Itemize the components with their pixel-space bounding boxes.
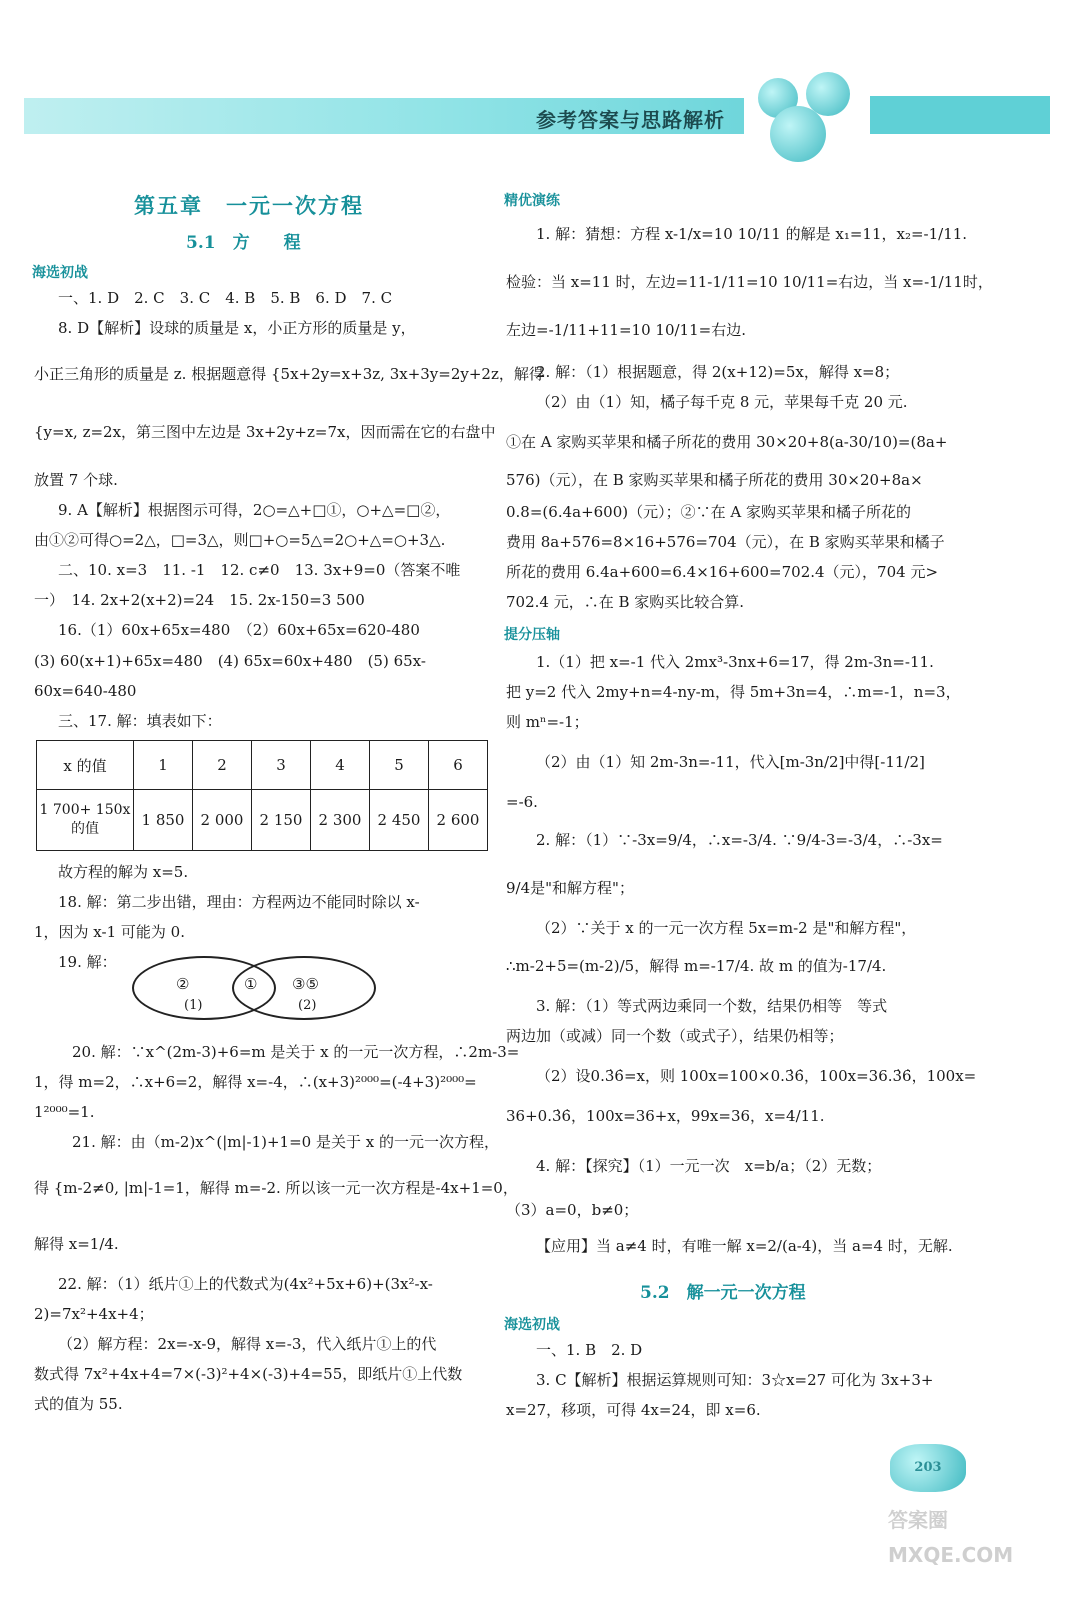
- table-cell: 3: [252, 741, 311, 790]
- right-line: 9/4是"和解方程"；: [506, 879, 634, 897]
- left-line: 19. 解：: [58, 953, 117, 971]
- right-line: 一、1. B 2. D: [536, 1341, 643, 1359]
- right-line: =-6.: [506, 793, 538, 811]
- table-row: [37, 790, 488, 851]
- header-title: 参考答案与思路解析: [536, 108, 725, 132]
- right-line: 36+0.3̇6̇，100x=36+x，99x=36，x=4/11.: [506, 1107, 825, 1125]
- left-line: 式的值为 55.: [34, 1395, 123, 1413]
- chapter-title: 第五章 一元一次方程: [134, 193, 364, 218]
- right-line: 左边=-1/11+11=10 10/11=右边.: [506, 321, 746, 339]
- section-title-5-1: 5.1 方 程: [186, 233, 301, 253]
- right-line: （2）由（1）知 2m-3n=-11，代入[m-3n/2]中得[-11/2]: [536, 753, 925, 771]
- venn-label: ①: [244, 975, 258, 993]
- table-cell: 4: [311, 741, 370, 790]
- header-accent-box: [870, 96, 1050, 134]
- left-line: 放置 7 个球.: [34, 471, 118, 489]
- right-line: 所花的费用 6.4a+600=6.4×16+600=702.4（元），704 元>: [506, 563, 939, 581]
- left-line: 1²⁰⁰⁰=1.: [34, 1103, 95, 1121]
- right-line: ①在 A 家购买苹果和橘子所花的费用 30×20+8(a-30/10)=(8a+: [506, 433, 948, 451]
- left-line: 21. 解：由（m-2)x^(|m|-1)+1=0 是关于 x 的一元一次方程，: [72, 1133, 499, 1151]
- left-line: 22. 解：（1）纸片①上的代数式为(4x²+5x+6)+(3x²-x-: [58, 1275, 433, 1293]
- right-line: 4. 解：【探究】（1）一元一次 x=b/a；（2）无数；: [536, 1157, 882, 1175]
- left-line: 三、17. 解：填表如下：: [58, 712, 222, 730]
- right-line: 3. C【解析】根据运算规则可知：3☆x=27 可化为 3x+3+: [536, 1371, 934, 1389]
- venn-label: ③⑤: [292, 975, 319, 993]
- watermark-text: 答案圈 MXQE.COM: [888, 1508, 1014, 1567]
- left-line: 由①②可得○=2△，□=3△，则□+○=5△=2○+△=○+3△.: [34, 531, 446, 549]
- right-line: ∴m-2+5=(m-2)/5，解得 m=-17/4. 故 m 的值为-17/4.: [506, 957, 887, 975]
- table-cell: 2 300: [311, 790, 370, 851]
- right-line: 费用 8a+576=8×16+576=704（元），在 B 家购买苹果和橘子: [506, 533, 945, 551]
- right-line: （2）设0.3̇6̇=x，则 100x=100×0.3̇6̇，100x=36.3̇6̇，100x=: [536, 1067, 977, 1085]
- right-line: 把 y=2 代入 2my+n=4-ny-m，得 5m+3n=4，∴m=-1，n=3，: [506, 683, 961, 701]
- table-cell: 1: [134, 741, 193, 790]
- left-line: 20. 解：∵x^(2m-3)+6=m 是关于 x 的一元一次方程，∴2m-3=: [72, 1043, 520, 1061]
- venn-label: (2): [298, 998, 317, 1013]
- table-cell: 2 000: [193, 790, 252, 851]
- left-line: 得 {m-2≠0, |m|-1=1，解得 m=-2. 所以该一元一次方程是-4x+1=0，: [34, 1179, 518, 1197]
- table-cell: x 的值: [37, 741, 134, 790]
- right-line: 检验：当 x=11 时，左边=11-1/11=10 10/11=右边，当 x=-1/11时，: [506, 273, 993, 291]
- page-number: 203: [914, 1460, 942, 1475]
- tag-tifen: 提分压轴: [504, 627, 560, 643]
- tag-haixuan: 海选初战: [504, 1317, 560, 1333]
- tag-jingyou: 精优演练: [504, 193, 560, 209]
- table-cell: 2 150: [252, 790, 311, 851]
- section-title-5-2: 5.2 解一元一次方程: [640, 1283, 806, 1303]
- left-line: 1，得 m=2，∴x+6=2，解得 x=-4，∴(x+3)²⁰⁰⁰=(-4+3)²⁰⁰⁰=: [34, 1073, 477, 1091]
- left-line: 一、1. D 2. C 3. C 4. B 5. B 6. D 7. C: [58, 289, 393, 307]
- right-line: （3）a=0，b≠0；: [506, 1201, 639, 1219]
- right-line: 3. 解：（1）等式两边乘同一个数，结果仍相等 等式: [536, 997, 888, 1015]
- right-line: （2）由（1）知，橘子每千克 8 元，苹果每千克 20 元.: [536, 393, 908, 411]
- left-line: 60x=640-480: [34, 682, 137, 700]
- right-line: （2）∵关于 x 的一元一次方程 5x=m-2 是"和解方程"，: [536, 919, 917, 937]
- right-line: 1. 解：猜想：方程 x-1/x=10 10/11 的解是 x₁=11，x₂=-1/11.: [536, 225, 968, 243]
- right-line: 两边加（或减）同一个数（或式子），结果仍相等；: [506, 1027, 844, 1045]
- right-line: 0.8=(6.4a+600)（元）；②∵在 A 家购买苹果和橘子所花的: [506, 503, 911, 521]
- table-cell: 5: [370, 741, 429, 790]
- left-line: 18. 解：第二步出错，理由：方程两边不能同时除以 x-: [58, 893, 420, 911]
- left-line: 1，因为 x-1 可能为 0.: [34, 923, 185, 941]
- left-line: 16.（1）60x+65x=480 （2）60x+65x=620-480: [58, 621, 420, 639]
- table-row: [37, 741, 488, 790]
- left-line: (3) 60(x+1)+65x=480 (4) 65x=60x+480 (5) 65x-: [34, 652, 426, 670]
- value-table: [36, 740, 488, 851]
- left-line: {y=x, z=2x，第三图中左边是 3x+2y+z=7x，因而需在它的右盘中: [34, 423, 496, 441]
- venn-label: (1): [184, 998, 203, 1013]
- right-line: 则 mⁿ=-1；: [506, 713, 589, 731]
- left-line: 小正三角形的质量是 z. 根据题意得 {5x+2y=x+3z, 3x+3y=2y+2z，解得: [34, 365, 544, 383]
- left-line: 二、10. x=3 11. -1 12. c≠0 13. 3x+9=0（答案不唯: [58, 561, 461, 579]
- left-line: 解得 x=1/4.: [34, 1235, 119, 1253]
- table-cell: 1 850: [134, 790, 193, 851]
- table-cell: 6: [429, 741, 488, 790]
- left-line: （2）解方程：2x=-x-9，解得 x=-3，代入纸片①上的代: [58, 1335, 437, 1353]
- table-cell: 2 600: [429, 790, 488, 851]
- left-line: 数式得 7x²+4x+4=7×(-3)²+4×(-3)+4=55，即纸片①上代数: [34, 1365, 463, 1383]
- bubble-icon: [770, 106, 826, 162]
- right-line: x=27，移项，可得 4x=24，即 x=6.: [506, 1401, 761, 1419]
- left-line: 一） 14. 2x+2(x+2)=24 15. 2x-150=3 500: [34, 591, 365, 609]
- right-line: 2. 解：（1）根据题意，得 2(x+12)=5x，解得 x=8；: [536, 363, 900, 381]
- right-line: 1.（1）把 x=-1 代入 2mx³-3nx+6=17，得 2m-3n=-11.: [536, 653, 934, 671]
- table-cell: 2: [193, 741, 252, 790]
- table-cell: 1 700+ 150x 的值: [37, 790, 134, 851]
- watermark: [888, 1500, 1075, 1570]
- venn-label: ②: [176, 975, 190, 993]
- left-line: 故方程的解为 x=5.: [58, 863, 189, 881]
- left-line: 9. A【解析】根据图示可得，2○=△+□①，○+△=□②，: [58, 501, 451, 519]
- right-line: 2. 解：（1）∵-3x=9/4，∴x=-3/4. ∵9/4-3=-3/4，∴-3x=: [536, 831, 943, 849]
- table-cell: 2 450: [370, 790, 429, 851]
- left-line: 2)=7x²+4x+4；: [34, 1305, 154, 1323]
- tag-haixuan: 海选初战: [32, 265, 88, 281]
- right-line: 576)（元），在 B 家购买苹果和橘子所花的费用 30×20+8a×: [506, 471, 923, 489]
- left-line: 8. D【解析】设球的质量是 x，小正方形的质量是 y，: [58, 319, 416, 337]
- right-line: 【应用】当 a≠4 时，有唯一解 x=2/(a-4)，当 a=4 时，无解.: [536, 1237, 953, 1255]
- right-line: 702.4 元，∴在 B 家购买比较合算.: [506, 593, 745, 611]
